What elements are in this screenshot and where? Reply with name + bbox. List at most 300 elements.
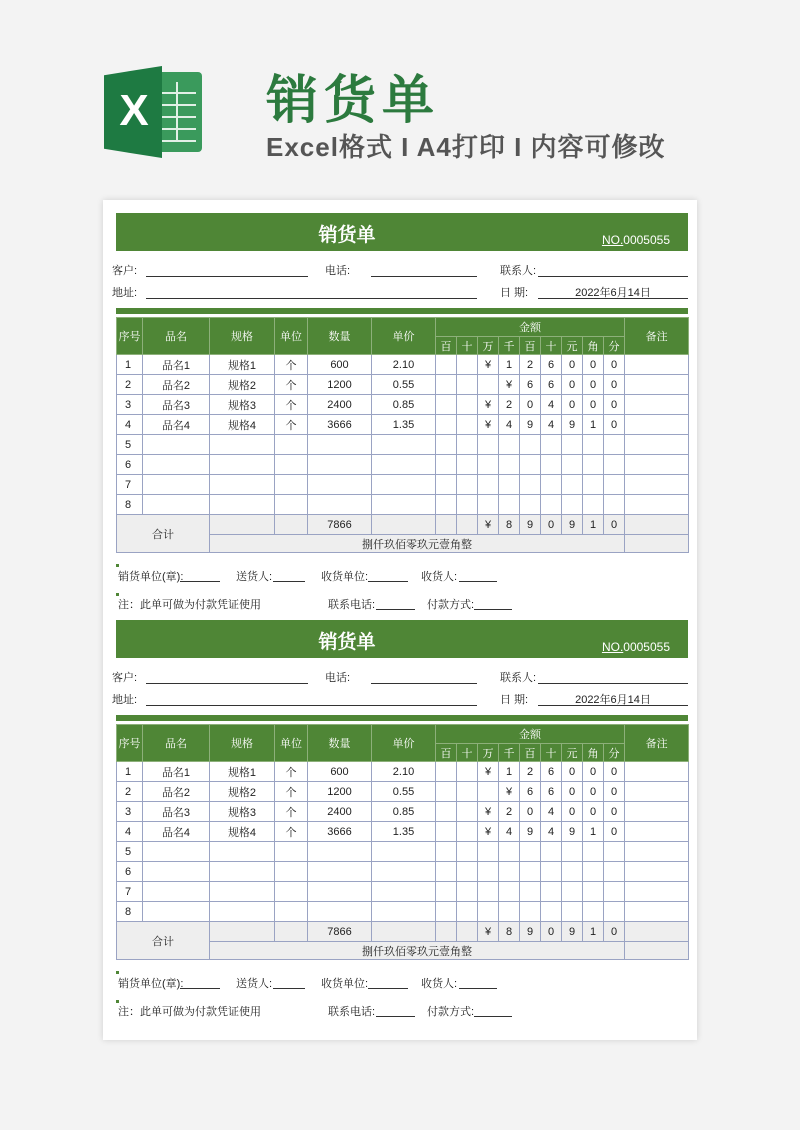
cell-digit[interactable]: ¥ bbox=[499, 375, 520, 395]
phone-field[interactable] bbox=[371, 276, 477, 277]
receiving-unit-field[interactable] bbox=[368, 581, 408, 582]
cell-digit[interactable] bbox=[583, 475, 604, 495]
table-row bbox=[117, 375, 689, 395]
cell-digit[interactable]: 0 bbox=[604, 802, 625, 822]
total-digit bbox=[457, 515, 478, 535]
receiver-field[interactable] bbox=[459, 988, 497, 989]
cell-remark[interactable] bbox=[625, 902, 689, 922]
cell-price[interactable] bbox=[372, 902, 436, 922]
cell-digit[interactable]: ¥ bbox=[499, 782, 520, 802]
form-number-value: 0005055 bbox=[623, 233, 670, 247]
cell-price[interactable]: 0.55 bbox=[372, 782, 436, 802]
cell-digit[interactable] bbox=[541, 862, 562, 882]
receiver-field[interactable] bbox=[459, 581, 497, 582]
cell-digit[interactable]: 6 bbox=[520, 782, 541, 802]
cell-digit[interactable] bbox=[604, 475, 625, 495]
cell-unit[interactable]: 个 bbox=[275, 395, 308, 415]
cell-remark[interactable] bbox=[625, 762, 689, 782]
header-seq: 序号 bbox=[117, 725, 143, 762]
cell-digit[interactable]: 2 bbox=[520, 355, 541, 375]
cell-qty[interactable]: 1200 bbox=[308, 375, 372, 395]
cell-digit[interactable]: 0 bbox=[604, 395, 625, 415]
cell-digit[interactable] bbox=[457, 475, 478, 495]
cell-digit[interactable] bbox=[436, 455, 457, 475]
customer-field[interactable] bbox=[146, 276, 308, 277]
cell-unit[interactable]: 个 bbox=[275, 782, 308, 802]
cell-digit[interactable]: 6 bbox=[520, 375, 541, 395]
cell-digit[interactable] bbox=[499, 475, 520, 495]
cell-digit[interactable] bbox=[541, 475, 562, 495]
cell-unit[interactable] bbox=[275, 455, 308, 475]
cell-qty[interactable]: 1200 bbox=[308, 782, 372, 802]
cell-name[interactable] bbox=[143, 475, 210, 495]
cell-qty[interactable]: 2400 bbox=[308, 802, 372, 822]
cell-digit[interactable] bbox=[604, 862, 625, 882]
cell-unit[interactable] bbox=[275, 862, 308, 882]
cell-digit[interactable] bbox=[520, 495, 541, 515]
cell-digit[interactable] bbox=[562, 435, 583, 455]
cell-seq[interactable]: 8 bbox=[117, 902, 143, 922]
cell-unit[interactable]: 个 bbox=[275, 802, 308, 822]
cell-digit[interactable]: 6 bbox=[541, 762, 562, 782]
cell-name[interactable]: 品名2 bbox=[143, 375, 210, 395]
cell-price[interactable]: 2.10 bbox=[372, 355, 436, 375]
cell-digit[interactable] bbox=[604, 842, 625, 862]
cell-spec[interactable] bbox=[210, 882, 275, 902]
cell-digit[interactable] bbox=[583, 842, 604, 862]
divider-bar bbox=[116, 308, 688, 314]
address-label: 地址: bbox=[112, 694, 138, 706]
cell-remark[interactable] bbox=[625, 375, 689, 395]
cell-qty[interactable] bbox=[308, 455, 372, 475]
cell-digit[interactable]: 2 bbox=[520, 762, 541, 782]
cell-digit[interactable] bbox=[457, 782, 478, 802]
cell-remark[interactable] bbox=[625, 435, 689, 455]
cell-digit[interactable]: 9 bbox=[520, 415, 541, 435]
cell-digit[interactable]: 4 bbox=[499, 415, 520, 435]
address-field[interactable] bbox=[146, 705, 477, 706]
cell-digit[interactable]: ¥ bbox=[478, 802, 499, 822]
phone-field[interactable] bbox=[371, 683, 477, 684]
cell-seq[interactable]: 6 bbox=[117, 862, 143, 882]
cell-digit[interactable]: 0 bbox=[520, 802, 541, 822]
cell-remark[interactable] bbox=[625, 475, 689, 495]
address-field[interactable] bbox=[146, 298, 477, 299]
contact-phone-field[interactable] bbox=[376, 1016, 415, 1017]
cell-qty[interactable] bbox=[308, 882, 372, 902]
cell-spec[interactable] bbox=[210, 455, 275, 475]
cell-seq[interactable]: 4 bbox=[117, 415, 143, 435]
cell-digit[interactable] bbox=[436, 782, 457, 802]
cell-digit[interactable] bbox=[436, 475, 457, 495]
receiving-unit-label: 收货单位: bbox=[321, 978, 369, 990]
cell-digit[interactable]: 0 bbox=[604, 415, 625, 435]
cell-digit[interactable]: 0 bbox=[583, 375, 604, 395]
cell-digit[interactable] bbox=[478, 782, 499, 802]
cell-digit[interactable]: 1 bbox=[583, 822, 604, 842]
cell-digit[interactable]: 0 bbox=[562, 802, 583, 822]
header-digit: 百 bbox=[520, 744, 541, 762]
cell-remark[interactable] bbox=[625, 355, 689, 375]
cell-price[interactable] bbox=[372, 862, 436, 882]
cell-digit[interactable] bbox=[436, 902, 457, 922]
cell-digit[interactable] bbox=[457, 862, 478, 882]
cell-digit[interactable] bbox=[499, 902, 520, 922]
cell-name[interactable]: 品名3 bbox=[143, 395, 210, 415]
cell-digit[interactable] bbox=[436, 862, 457, 882]
cell-digit[interactable]: 0 bbox=[562, 762, 583, 782]
total-remark bbox=[625, 515, 689, 535]
cell-digit[interactable] bbox=[478, 435, 499, 455]
cell-digit[interactable] bbox=[520, 842, 541, 862]
cell-digit[interactable] bbox=[562, 842, 583, 862]
cell-remark[interactable] bbox=[625, 782, 689, 802]
cell-digit[interactable] bbox=[457, 802, 478, 822]
form-title: 销货单 bbox=[318, 632, 376, 653]
cell-qty[interactable] bbox=[308, 435, 372, 455]
cell-name[interactable]: 品名2 bbox=[143, 782, 210, 802]
cell-digit[interactable] bbox=[457, 455, 478, 475]
cell-qty[interactable]: 3666 bbox=[308, 822, 372, 842]
cell-digit[interactable] bbox=[583, 862, 604, 882]
cell-name[interactable]: 品名3 bbox=[143, 802, 210, 822]
cell-digit[interactable]: 1 bbox=[499, 762, 520, 782]
payment-method-field[interactable] bbox=[474, 609, 512, 610]
cell-digit[interactable]: 4 bbox=[541, 802, 562, 822]
cell-name[interactable] bbox=[143, 842, 210, 862]
total-digit: 9 bbox=[520, 515, 541, 535]
cell-unit[interactable]: 个 bbox=[275, 375, 308, 395]
cell-digit[interactable]: 0 bbox=[604, 375, 625, 395]
cell-digit[interactable] bbox=[436, 842, 457, 862]
cell-unit[interactable]: 个 bbox=[275, 822, 308, 842]
cell-seq[interactable]: 2 bbox=[117, 782, 143, 802]
cell-spec[interactable] bbox=[210, 475, 275, 495]
cell-digit[interactable]: ¥ bbox=[478, 355, 499, 375]
cell-digit[interactable]: 4 bbox=[499, 822, 520, 842]
cell-digit[interactable]: 1 bbox=[583, 415, 604, 435]
cell-digit[interactable]: ¥ bbox=[478, 415, 499, 435]
header-digit: 元 bbox=[562, 744, 583, 762]
cell-digit[interactable] bbox=[583, 455, 604, 475]
cell-digit[interactable] bbox=[604, 882, 625, 902]
cell-remark[interactable] bbox=[625, 495, 689, 515]
cell-digit[interactable] bbox=[478, 842, 499, 862]
cell-digit[interactable]: 4 bbox=[541, 415, 562, 435]
cell-price[interactable]: 1.35 bbox=[372, 415, 436, 435]
cell-digit[interactable] bbox=[457, 842, 478, 862]
cell-price[interactable] bbox=[372, 882, 436, 902]
cell-digit[interactable] bbox=[583, 882, 604, 902]
cell-digit[interactable]: ¥ bbox=[478, 762, 499, 782]
cell-seq[interactable]: 7 bbox=[117, 475, 143, 495]
cell-digit[interactable] bbox=[604, 902, 625, 922]
total-remark bbox=[625, 922, 689, 942]
cell-digit[interactable] bbox=[562, 902, 583, 922]
cell-digit[interactable] bbox=[604, 455, 625, 475]
cell-price[interactable] bbox=[372, 455, 436, 475]
cell-qty[interactable] bbox=[308, 495, 372, 515]
cell-qty[interactable] bbox=[308, 862, 372, 882]
cell-digit[interactable] bbox=[478, 455, 499, 475]
cell-digit[interactable] bbox=[457, 902, 478, 922]
cell-digit[interactable] bbox=[499, 495, 520, 515]
cell-digit[interactable] bbox=[457, 355, 478, 375]
cell-digit[interactable] bbox=[436, 435, 457, 455]
cell-unit[interactable] bbox=[275, 902, 308, 922]
cell-digit[interactable] bbox=[541, 455, 562, 475]
header-digit: 千 bbox=[499, 744, 520, 762]
cell-unit[interactable] bbox=[275, 435, 308, 455]
cell-digit[interactable]: 6 bbox=[541, 782, 562, 802]
cell-name[interactable] bbox=[143, 495, 210, 515]
cell-digit[interactable]: 2 bbox=[499, 802, 520, 822]
receiving-unit-field[interactable] bbox=[368, 988, 408, 989]
cell-digit[interactable] bbox=[604, 495, 625, 515]
contact-field[interactable] bbox=[538, 276, 688, 277]
cell-digit[interactable] bbox=[436, 762, 457, 782]
cell-digit[interactable] bbox=[436, 802, 457, 822]
cell-spec[interactable] bbox=[210, 435, 275, 455]
cell-qty[interactable]: 3666 bbox=[308, 415, 372, 435]
cell-seq[interactable]: 2 bbox=[117, 375, 143, 395]
cell-spec[interactable]: 规格1 bbox=[210, 762, 275, 782]
cell-digit[interactable] bbox=[457, 435, 478, 455]
cell-digit[interactable] bbox=[478, 495, 499, 515]
cell-digit[interactable] bbox=[520, 862, 541, 882]
cell-digit[interactable]: 0 bbox=[604, 822, 625, 842]
cell-qty[interactable] bbox=[308, 475, 372, 495]
cell-digit[interactable]: 4 bbox=[541, 822, 562, 842]
cell-qty[interactable]: 600 bbox=[308, 762, 372, 782]
cell-qty[interactable] bbox=[308, 902, 372, 922]
cell-spec[interactable]: 规格1 bbox=[210, 355, 275, 375]
payment-method-field[interactable] bbox=[474, 1016, 512, 1017]
cell-unit[interactable]: 个 bbox=[275, 355, 308, 375]
cell-digit[interactable] bbox=[562, 882, 583, 902]
cell-spec[interactable]: 规格3 bbox=[210, 802, 275, 822]
cell-name[interactable] bbox=[143, 435, 210, 455]
cell-spec[interactable]: 规格4 bbox=[210, 822, 275, 842]
cell-digit[interactable]: 0 bbox=[562, 395, 583, 415]
cell-digit[interactable]: 9 bbox=[562, 822, 583, 842]
contact-field[interactable] bbox=[538, 683, 688, 684]
cell-digit[interactable]: 0 bbox=[583, 395, 604, 415]
header-amount: 金额 bbox=[436, 725, 625, 744]
cell-digit[interactable] bbox=[478, 902, 499, 922]
cell-seq[interactable]: 1 bbox=[117, 355, 143, 375]
cell-digit[interactable]: 0 bbox=[583, 355, 604, 375]
cell-digit[interactable] bbox=[436, 415, 457, 435]
cell-digit[interactable]: 4 bbox=[541, 395, 562, 415]
cell-price[interactable] bbox=[372, 475, 436, 495]
cell-digit[interactable] bbox=[499, 882, 520, 902]
cell-seq[interactable]: 3 bbox=[117, 395, 143, 415]
cell-digit[interactable] bbox=[583, 435, 604, 455]
cell-digit[interactable]: 0 bbox=[604, 782, 625, 802]
cell-digit[interactable] bbox=[604, 435, 625, 455]
cell-name[interactable] bbox=[143, 882, 210, 902]
cell-name[interactable] bbox=[143, 902, 210, 922]
items-table bbox=[116, 317, 689, 553]
cell-digit[interactable]: 0 bbox=[583, 802, 604, 822]
cell-qty[interactable]: 2400 bbox=[308, 395, 372, 415]
address-label: 地址: bbox=[112, 287, 138, 299]
cell-digit[interactable] bbox=[457, 395, 478, 415]
cell-spec[interactable] bbox=[210, 862, 275, 882]
cell-digit[interactable]: 6 bbox=[541, 375, 562, 395]
cell-digit[interactable] bbox=[499, 862, 520, 882]
cell-seq[interactable]: 5 bbox=[117, 435, 143, 455]
cell-seq[interactable]: 3 bbox=[117, 802, 143, 822]
cell-digit[interactable] bbox=[520, 475, 541, 495]
contact-phone-field[interactable] bbox=[376, 609, 415, 610]
cell-unit[interactable] bbox=[275, 882, 308, 902]
cell-digit[interactable] bbox=[457, 415, 478, 435]
cell-unit[interactable] bbox=[275, 495, 308, 515]
cell-remark[interactable] bbox=[625, 862, 689, 882]
cell-digit[interactable] bbox=[562, 495, 583, 515]
cell-spec[interactable] bbox=[210, 495, 275, 515]
total-digit: ¥ bbox=[478, 515, 499, 535]
cell-remark[interactable] bbox=[625, 395, 689, 415]
cell-remark[interactable] bbox=[625, 822, 689, 842]
cell-digit[interactable]: ¥ bbox=[478, 395, 499, 415]
cell-qty[interactable] bbox=[308, 842, 372, 862]
cell-digit[interactable] bbox=[436, 355, 457, 375]
sales-unit-field[interactable] bbox=[180, 581, 220, 582]
cell-seq[interactable]: 1 bbox=[117, 762, 143, 782]
cell-digit[interactable] bbox=[457, 495, 478, 515]
cell-digit[interactable]: 0 bbox=[583, 762, 604, 782]
cell-price[interactable] bbox=[372, 842, 436, 862]
cell-digit[interactable] bbox=[478, 862, 499, 882]
cell-digit[interactable] bbox=[541, 495, 562, 515]
cell-digit[interactable] bbox=[478, 882, 499, 902]
table-row bbox=[117, 862, 689, 882]
cell-digit[interactable] bbox=[436, 375, 457, 395]
cell-price[interactable]: 2.10 bbox=[372, 762, 436, 782]
cell-digit[interactable]: 9 bbox=[562, 415, 583, 435]
cell-remark[interactable] bbox=[625, 842, 689, 862]
cell-price[interactable]: 0.85 bbox=[372, 395, 436, 415]
cell-digit[interactable] bbox=[562, 455, 583, 475]
deliverer-field[interactable] bbox=[273, 988, 305, 989]
cell-digit[interactable] bbox=[541, 902, 562, 922]
cell-qty[interactable]: 600 bbox=[308, 355, 372, 375]
cell-price[interactable]: 0.85 bbox=[372, 802, 436, 822]
cell-digit[interactable] bbox=[436, 822, 457, 842]
cell-name[interactable] bbox=[143, 862, 210, 882]
cell-spec[interactable]: 规格3 bbox=[210, 395, 275, 415]
cell-remark[interactable] bbox=[625, 455, 689, 475]
cell-name[interactable]: 品名4 bbox=[143, 415, 210, 435]
table-row bbox=[117, 475, 689, 495]
cell-remark[interactable] bbox=[625, 882, 689, 902]
cell-seq[interactable]: 7 bbox=[117, 882, 143, 902]
cell-spec[interactable]: 规格2 bbox=[210, 375, 275, 395]
total-digit bbox=[457, 922, 478, 942]
cell-digit[interactable] bbox=[499, 435, 520, 455]
cell-digit[interactable]: 0 bbox=[583, 782, 604, 802]
cell-price[interactable] bbox=[372, 495, 436, 515]
cell-digit[interactable]: 1 bbox=[499, 355, 520, 375]
table-row bbox=[117, 435, 689, 455]
cell-name[interactable] bbox=[143, 455, 210, 475]
cell-seq[interactable]: 5 bbox=[117, 842, 143, 862]
cell-price[interactable]: 1.35 bbox=[372, 822, 436, 842]
cell-digit[interactable]: 2 bbox=[499, 395, 520, 415]
cell-digit[interactable] bbox=[583, 495, 604, 515]
cell-digit[interactable] bbox=[583, 902, 604, 922]
cell-digit[interactable] bbox=[499, 842, 520, 862]
cell-digit[interactable]: 0 bbox=[562, 375, 583, 395]
cell-price[interactable]: 0.55 bbox=[372, 375, 436, 395]
cell-name[interactable]: 品名1 bbox=[143, 762, 210, 782]
cell-digit[interactable] bbox=[520, 455, 541, 475]
deliverer-field[interactable] bbox=[273, 581, 305, 582]
cell-digit[interactable]: 9 bbox=[520, 822, 541, 842]
cell-digit[interactable] bbox=[541, 842, 562, 862]
cell-seq[interactable]: 6 bbox=[117, 455, 143, 475]
cell-digit[interactable]: ¥ bbox=[478, 822, 499, 842]
cell-digit[interactable] bbox=[436, 495, 457, 515]
table-row bbox=[117, 782, 689, 802]
cell-price[interactable] bbox=[372, 435, 436, 455]
cell-digit[interactable] bbox=[436, 395, 457, 415]
cell-name[interactable]: 品名4 bbox=[143, 822, 210, 842]
cell-remark[interactable] bbox=[625, 415, 689, 435]
cell-digit[interactable] bbox=[478, 375, 499, 395]
cell-spec[interactable] bbox=[210, 842, 275, 862]
cell-digit[interactable] bbox=[520, 902, 541, 922]
cell-digit[interactable] bbox=[562, 862, 583, 882]
cell-unit[interactable]: 个 bbox=[275, 762, 308, 782]
table-row bbox=[117, 822, 689, 842]
cell-digit[interactable] bbox=[457, 882, 478, 902]
cell-unit[interactable]: 个 bbox=[275, 415, 308, 435]
cell-name[interactable]: 品名1 bbox=[143, 355, 210, 375]
cell-unit[interactable] bbox=[275, 475, 308, 495]
cell-seq[interactable]: 4 bbox=[117, 822, 143, 842]
cell-spec[interactable] bbox=[210, 902, 275, 922]
cell-digit[interactable] bbox=[457, 375, 478, 395]
cell-digit[interactable] bbox=[457, 822, 478, 842]
cell-spec[interactable]: 规格2 bbox=[210, 782, 275, 802]
customer-field[interactable] bbox=[146, 683, 308, 684]
cell-digit[interactable] bbox=[436, 882, 457, 902]
cell-digit[interactable]: 0 bbox=[562, 782, 583, 802]
cell-digit[interactable]: 0 bbox=[604, 355, 625, 375]
cell-remark[interactable] bbox=[625, 802, 689, 822]
sales-unit-field[interactable] bbox=[180, 988, 220, 989]
cell-digit[interactable] bbox=[520, 882, 541, 902]
cell-digit[interactable] bbox=[457, 762, 478, 782]
cell-digit[interactable]: 0 bbox=[604, 762, 625, 782]
cell-digit[interactable]: 6 bbox=[541, 355, 562, 375]
cell-digit[interactable] bbox=[499, 455, 520, 475]
cell-digit[interactable] bbox=[541, 882, 562, 902]
cell-spec[interactable]: 规格4 bbox=[210, 415, 275, 435]
cell-digit[interactable]: 0 bbox=[520, 395, 541, 415]
cell-seq[interactable]: 8 bbox=[117, 495, 143, 515]
cell-digit[interactable]: 0 bbox=[562, 355, 583, 375]
cell-digit[interactable] bbox=[541, 435, 562, 455]
cell-digit[interactable] bbox=[478, 475, 499, 495]
cell-unit[interactable] bbox=[275, 842, 308, 862]
cell-digit[interactable] bbox=[520, 435, 541, 455]
cell-digit[interactable] bbox=[562, 475, 583, 495]
